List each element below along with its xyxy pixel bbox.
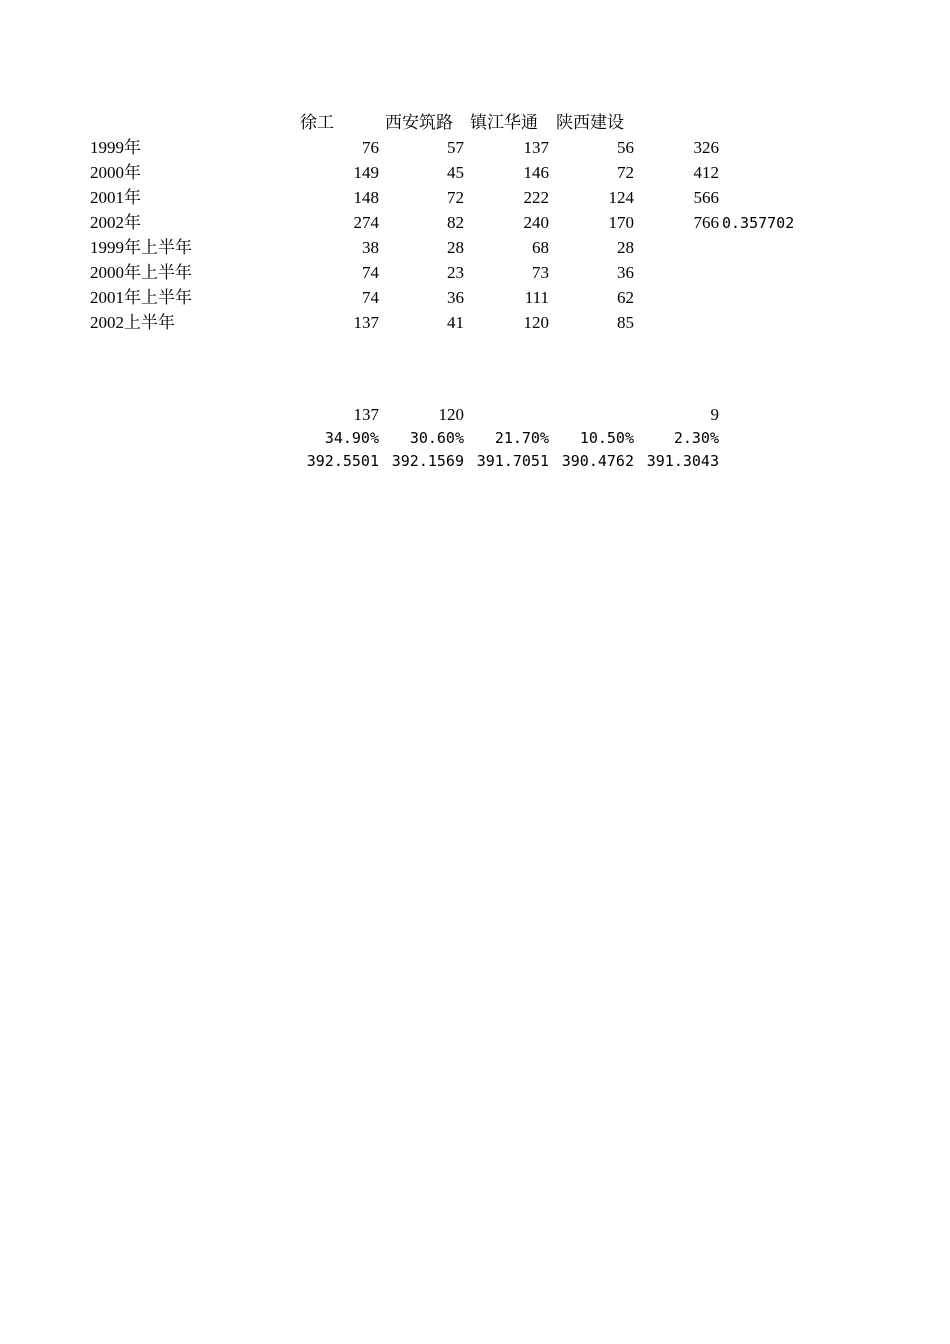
summary-cell: 137 [353, 405, 379, 424]
summary-cell: 2.30% [673, 429, 719, 447]
summary-cell: 10.50% [579, 429, 634, 447]
summary-cell: 391.7051 [476, 452, 549, 470]
cell-xian-zhulu: 72 [447, 188, 464, 207]
cell-shaanxi-jianshe: 36 [617, 263, 634, 282]
cell-total: 766 [693, 213, 719, 232]
header-xugong: 徐工 [300, 113, 334, 132]
row-label: 2000年 [90, 163, 141, 182]
cell-xian-zhulu: 36 [447, 288, 464, 307]
summary-cell: 120 [438, 405, 464, 424]
header-row [0, 111, 950, 135]
cell-xian-zhulu: 23 [447, 263, 464, 282]
cell-shaanxi-jianshe: 28 [617, 238, 634, 257]
cell-shaanxi-jianshe: 62 [617, 288, 634, 307]
cell-zhenjiang-huatong: 68 [532, 238, 549, 257]
cell-shaanxi-jianshe: 170 [608, 213, 634, 232]
cell-xian-zhulu: 41 [447, 313, 464, 332]
summary-cell: 9 [710, 405, 719, 424]
cell-zhenjiang-huatong: 240 [523, 213, 549, 232]
cell-zhenjiang-huatong: 222 [523, 188, 549, 207]
row-label: 2001年 [90, 188, 141, 207]
cell-zhenjiang-huatong: 73 [532, 263, 549, 282]
cell-total: 566 [693, 188, 719, 207]
header-zhenjiang-huatong: 镇江华通 [470, 113, 538, 132]
cell-xian-zhulu: 82 [447, 213, 464, 232]
cell-xugong: 148 [353, 188, 379, 207]
summary-cell: 21.70% [494, 429, 549, 447]
row-label: 2002上半年 [90, 313, 175, 332]
cell-shaanxi-jianshe: 124 [608, 188, 634, 207]
cell-shaanxi-jianshe: 56 [617, 138, 634, 157]
cell-zhenjiang-huatong: 146 [523, 163, 549, 182]
summary-cell: 392.5501 [306, 452, 379, 470]
cell-shaanxi-jianshe: 72 [617, 163, 634, 182]
row-label: 1999年上半年 [90, 238, 192, 257]
cell-total: 412 [693, 163, 719, 182]
cell-xugong: 149 [353, 163, 379, 182]
cell-xian-zhulu: 45 [447, 163, 464, 182]
cell-shaanxi-jianshe: 85 [617, 313, 634, 332]
summary-cell: 34.90% [324, 429, 379, 447]
cell-xugong: 274 [353, 213, 379, 232]
table-row [0, 236, 950, 260]
table-row [0, 286, 950, 310]
row-label: 2001年上半年 [90, 288, 192, 307]
cell-zhenjiang-huatong: 137 [523, 138, 549, 157]
row-label: 2002年 [90, 213, 141, 232]
table-row [0, 311, 950, 335]
summary-cell [464, 403, 549, 427]
table-row [0, 261, 950, 285]
summary-row-decimals [0, 449, 950, 473]
cell-zhenjiang-huatong: 111 [524, 288, 549, 307]
cell-total: 326 [693, 138, 719, 157]
table-row [0, 136, 950, 160]
table-row [0, 161, 950, 185]
cell-ratio: 0.357702 [722, 214, 795, 232]
row-label: 2000年上半年 [90, 263, 192, 282]
row-label: 1999年 [90, 138, 141, 157]
cell-xugong: 38 [362, 238, 379, 257]
cell-xugong: 137 [353, 313, 379, 332]
cell-xugong: 74 [362, 263, 379, 282]
summary-cell: 30.60% [409, 429, 464, 447]
cell-xugong: 74 [362, 288, 379, 307]
header-shaanxi-jianshe: 陕西建设 [556, 113, 624, 132]
cell-xian-zhulu: 28 [447, 238, 464, 257]
cell-xugong: 76 [362, 138, 379, 157]
summary-row-percent [0, 426, 950, 450]
summary-cell: 392.1569 [391, 452, 464, 470]
header-xian-zhulu: 西安筑路 [385, 113, 453, 132]
table-row [0, 186, 950, 210]
summary-cell: 390.4762 [561, 452, 634, 470]
cell-zhenjiang-huatong: 120 [523, 313, 549, 332]
summary-row-values [0, 403, 950, 427]
cell-xian-zhulu: 57 [447, 138, 464, 157]
summary-cell: 391.3043 [646, 452, 719, 470]
summary-cell [549, 403, 634, 427]
table-row [0, 211, 950, 235]
